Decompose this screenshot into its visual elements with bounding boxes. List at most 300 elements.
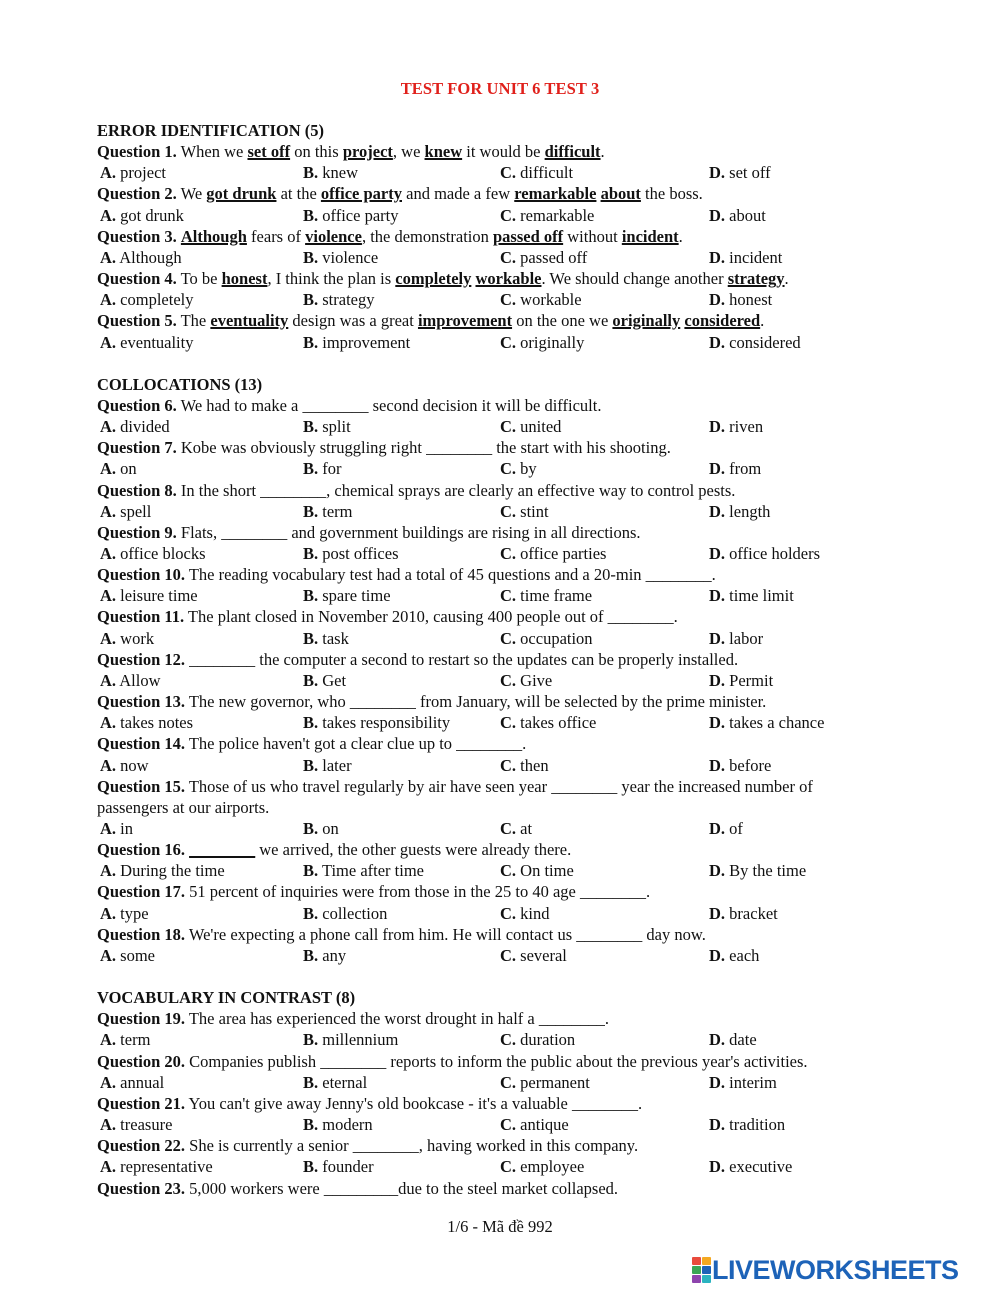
option-text: Give <box>520 670 553 690</box>
question-number: Question 16. <box>97 840 186 860</box>
answer-option-c[interactable] <box>500 712 596 733</box>
option-text: riven <box>729 417 764 437</box>
option-text: originally <box>520 332 585 352</box>
option-text: before <box>729 755 772 775</box>
answer-option-c[interactable] <box>500 628 593 649</box>
question-number: Question 15. <box>97 776 186 796</box>
option-text: project <box>120 163 166 183</box>
underlined-word: honest <box>221 269 268 289</box>
option-text: set off <box>729 163 771 183</box>
question-stem <box>97 649 738 670</box>
liveworksheets-logo <box>692 1255 959 1285</box>
answer-option-d[interactable] <box>709 585 794 606</box>
option-text: Although <box>119 247 182 267</box>
underlined-word: ________ <box>189 840 256 860</box>
option-letter: B. <box>303 459 319 479</box>
question-stem <box>97 226 683 247</box>
underlined-word: project <box>342 142 393 162</box>
answer-options <box>97 1114 917 1135</box>
question-stem <box>97 1135 638 1156</box>
option-text: knew <box>322 163 359 183</box>
answer-option-a[interactable] <box>100 162 166 183</box>
answer-option-d[interactable] <box>709 945 759 966</box>
answer-option-d[interactable] <box>709 501 770 522</box>
answer-option-d[interactable] <box>709 416 763 437</box>
option-letter: B. <box>303 1072 319 1092</box>
answer-option-c[interactable] <box>500 945 567 966</box>
option-letter: C. <box>500 903 517 923</box>
option-letter: D. <box>709 459 726 479</box>
option-letter: B. <box>303 163 319 183</box>
option-text: time frame <box>520 586 593 606</box>
question-text: the boss. <box>640 184 703 204</box>
question-number: Question 9. <box>97 522 177 542</box>
option-text: honest <box>729 290 773 310</box>
option-text: Get <box>322 670 347 690</box>
question-text: The police haven't got a clear clue up to ________. <box>185 734 527 754</box>
answer-option-a[interactable] <box>100 628 154 649</box>
option-text: office blocks <box>120 544 206 563</box>
option-text: incident <box>729 247 783 267</box>
option-letter: C. <box>500 861 517 881</box>
section-heading: ERROR IDENTIFICATION (5) <box>97 121 325 140</box>
option-text: takes office <box>520 713 597 733</box>
answer-options <box>97 903 917 924</box>
answer-options <box>97 628 917 649</box>
option-text: millennium <box>322 1030 399 1050</box>
answer-option-c[interactable] <box>500 818 532 839</box>
option-letter: D. <box>709 1072 726 1092</box>
underlined-word: considered <box>684 311 761 331</box>
answer-option-a[interactable] <box>100 332 193 353</box>
answer-options <box>97 755 917 776</box>
option-letter: C. <box>500 1115 517 1135</box>
answer-option-a[interactable] <box>100 1072 164 1093</box>
underlined-word: completely <box>395 269 472 289</box>
question-number: Question 8. <box>97 480 177 500</box>
answer-option-a[interactable] <box>100 1114 172 1135</box>
option-letter: A. <box>100 1115 117 1135</box>
answer-option-a[interactable] <box>100 670 161 691</box>
option-text: post offices <box>322 544 399 563</box>
option-text: tradition <box>729 1115 786 1135</box>
underlined-word: eventuality <box>210 311 289 331</box>
option-text: antique <box>520 1115 569 1135</box>
question-number: Question 4. <box>97 269 177 289</box>
answer-option-a[interactable] <box>100 712 193 733</box>
option-text: then <box>520 755 549 775</box>
answer-option-a[interactable] <box>100 205 184 226</box>
option-text: any <box>322 945 347 965</box>
answer-option-c[interactable] <box>500 416 561 437</box>
option-text: takes responsibility <box>322 713 451 733</box>
answer-options <box>97 1029 917 1050</box>
question-text: ________ the computer a second to restart so the updates can be properly installed. <box>185 649 739 669</box>
answer-option-d[interactable] <box>709 162 771 183</box>
option-letter: C. <box>500 332 517 352</box>
answer-options <box>97 205 917 226</box>
answer-option-c[interactable] <box>500 755 549 776</box>
option-letter: D. <box>709 1115 726 1135</box>
question-number: Question 17. <box>97 882 186 902</box>
question-text: design was a great <box>288 311 418 331</box>
answer-options <box>97 712 917 733</box>
underlined-word: workable <box>475 269 542 289</box>
question-stem <box>97 1093 642 1114</box>
answer-option-d[interactable] <box>709 860 806 881</box>
option-letter: B. <box>303 586 319 606</box>
question-stem <box>97 437 671 458</box>
answer-option-d[interactable] <box>709 289 772 310</box>
answer-option-c[interactable] <box>500 585 592 606</box>
question-text: at the <box>276 184 321 204</box>
answer-option-a[interactable] <box>100 1156 213 1177</box>
option-letter: A. <box>100 163 117 183</box>
answer-option-a[interactable] <box>100 585 198 606</box>
option-letter: B. <box>303 332 319 352</box>
answer-option-b[interactable] <box>303 289 375 310</box>
option-text: permanent <box>520 1072 590 1092</box>
question-stem <box>97 395 601 416</box>
answer-option-b[interactable] <box>303 1114 373 1135</box>
question-stem <box>97 522 641 543</box>
answer-option-a[interactable] <box>100 818 133 839</box>
logo-text: LIVEWORKSHEETS <box>712 1255 959 1285</box>
option-text: for <box>322 459 342 479</box>
option-text: date <box>729 1030 757 1050</box>
question-text: we arrived, the other guests were already there. <box>255 840 572 860</box>
question-text: In the short ________, chemical sprays are clearly an effective way to control pests. <box>176 480 736 500</box>
answer-option-c[interactable] <box>500 247 587 268</box>
option-text: length <box>729 501 771 521</box>
option-letter: D. <box>709 290 726 310</box>
option-text: occupation <box>520 628 593 648</box>
answer-option-a[interactable] <box>100 416 170 437</box>
section-heading: COLLOCATIONS (13) <box>97 374 263 394</box>
option-text: representative <box>120 1157 213 1177</box>
answer-option-d[interactable] <box>709 670 773 691</box>
option-text: improvement <box>322 332 411 352</box>
option-text: annual <box>120 1072 165 1092</box>
answer-option-b[interactable] <box>303 1072 367 1093</box>
answer-option-d[interactable] <box>709 1072 777 1093</box>
option-text: split <box>322 417 351 437</box>
underlined-word: improvement <box>417 311 513 331</box>
answer-option-d[interactable] <box>709 903 778 924</box>
question-text: without <box>563 226 622 246</box>
answer-option-b[interactable] <box>303 818 339 839</box>
option-text: takes a chance <box>729 713 825 733</box>
option-letter: B. <box>303 544 319 563</box>
answer-option-b[interactable] <box>303 1029 398 1050</box>
option-text: some <box>120 945 156 965</box>
option-text: strategy <box>322 290 375 310</box>
option-text: workable <box>520 290 582 310</box>
option-text: collection <box>322 903 388 923</box>
option-text: on <box>120 459 137 479</box>
answer-option-c[interactable] <box>500 670 552 691</box>
answer-option-a[interactable] <box>100 1029 150 1050</box>
option-text: by <box>520 459 537 479</box>
option-letter: C. <box>500 755 517 775</box>
option-text: each <box>729 945 760 965</box>
logo-square <box>692 1257 701 1265</box>
logo-square <box>702 1257 711 1265</box>
answer-option-a[interactable] <box>100 458 137 479</box>
option-text: on <box>322 818 339 838</box>
option-text: divided <box>120 417 170 437</box>
question-text: 51 percent of inquiries were from those in the 25 to 40 age ________. <box>185 882 651 902</box>
question-text: To be <box>176 269 222 289</box>
option-letter: C. <box>500 290 517 310</box>
question-text: . <box>760 311 765 331</box>
option-letter: D. <box>709 1030 726 1050</box>
answer-option-c[interactable] <box>500 543 606 564</box>
answer-options <box>97 860 917 881</box>
option-letter: A. <box>100 945 117 965</box>
answer-option-d[interactable] <box>709 712 824 733</box>
answer-option-a[interactable] <box>100 903 149 924</box>
option-letter: C. <box>500 501 517 521</box>
answer-option-b[interactable] <box>303 670 346 691</box>
answer-option-a[interactable] <box>100 945 155 966</box>
question-text: . We should change another <box>541 269 728 289</box>
answer-options <box>97 543 917 564</box>
option-text: takes notes <box>120 713 194 733</box>
page-title: TEST FOR UNIT 6 TEST 3 <box>400 79 600 98</box>
option-text: type <box>120 903 149 923</box>
question-stem <box>97 310 764 331</box>
option-text: several <box>520 945 567 965</box>
question-number: Question 22. <box>97 1136 186 1156</box>
option-letter: D. <box>709 670 726 690</box>
answer-option-b[interactable] <box>303 247 378 268</box>
option-text: leisure time <box>120 586 198 606</box>
option-text: later <box>322 755 352 775</box>
answer-option-c[interactable] <box>500 1156 584 1177</box>
option-text: task <box>322 628 349 648</box>
option-text: Allow <box>119 670 161 690</box>
answer-option-a[interactable] <box>100 501 151 522</box>
option-letter: D. <box>709 586 726 606</box>
option-letter: B. <box>303 1115 319 1135</box>
answer-option-b[interactable] <box>303 543 399 564</box>
option-text: at <box>520 818 533 838</box>
option-text: On time <box>520 861 574 881</box>
underlined-word: office party <box>320 184 402 204</box>
underlined-word: violence <box>305 226 362 246</box>
answer-option-c[interactable] <box>500 1114 569 1135</box>
option-letter: B. <box>303 501 319 521</box>
question-text: The new governor, who ________ from January, will be selected by the prime minister. <box>185 692 767 712</box>
answer-option-b[interactable] <box>303 585 391 606</box>
option-letter: B. <box>303 247 319 267</box>
answer-options <box>97 332 917 353</box>
underlined-word: knew <box>424 142 463 162</box>
question-number: Question 1. <box>97 142 177 162</box>
option-letter: B. <box>303 713 319 733</box>
option-text: difficult <box>520 163 574 183</box>
option-text: Permit <box>729 670 774 690</box>
logo-square <box>692 1275 701 1283</box>
question-stem <box>97 839 571 860</box>
option-letter: B. <box>303 1157 319 1177</box>
answer-option-d[interactable] <box>709 1114 785 1135</box>
answer-option-b[interactable] <box>303 903 387 924</box>
option-letter: D. <box>709 163 726 183</box>
option-text: modern <box>322 1115 373 1135</box>
answer-option-c[interactable] <box>500 289 582 310</box>
question-stem <box>97 1008 609 1029</box>
answer-option-b[interactable] <box>303 945 346 966</box>
answer-option-d[interactable] <box>709 1029 757 1050</box>
option-letter: A. <box>100 903 117 923</box>
answer-option-c[interactable] <box>500 860 574 881</box>
answer-option-c[interactable] <box>500 501 549 522</box>
answer-option-c[interactable] <box>500 458 537 479</box>
question-text: . <box>600 142 605 162</box>
option-text: office parties <box>520 544 607 563</box>
option-text: During the time <box>120 861 225 881</box>
option-letter: A. <box>100 713 117 733</box>
option-text: office party <box>322 205 399 225</box>
option-letter: C. <box>500 1157 517 1177</box>
option-letter: B. <box>303 670 319 690</box>
question-number: Question 2. <box>97 184 177 204</box>
question-text: The area has experienced the worst drought in half a ________. <box>185 1009 609 1029</box>
option-letter: D. <box>709 818 726 838</box>
page-footer: 1/6 - Mã đề 992 <box>447 1217 553 1236</box>
answer-option-d[interactable] <box>709 755 771 776</box>
option-letter: A. <box>100 670 117 690</box>
question-number: Question 21. <box>97 1093 186 1113</box>
option-letter: D. <box>709 755 726 775</box>
question-number: Question 6. <box>97 395 177 415</box>
answer-option-a[interactable] <box>100 755 149 776</box>
answer-options <box>97 247 917 268</box>
option-letter: D. <box>709 628 726 648</box>
option-letter: A. <box>100 501 117 521</box>
answer-option-b[interactable] <box>303 162 358 183</box>
option-text: work <box>120 628 155 648</box>
question-number: Question 3. <box>97 226 177 246</box>
question-stem <box>97 141 605 162</box>
answer-option-a[interactable] <box>100 543 206 564</box>
option-text: eternal <box>322 1072 368 1092</box>
answer-option-d[interactable] <box>709 458 761 479</box>
answer-option-d[interactable] <box>709 332 801 353</box>
logo-square <box>692 1266 701 1274</box>
option-text: office holders <box>729 544 821 563</box>
answer-option-b[interactable] <box>303 501 353 522</box>
option-text: passed off <box>520 247 588 267</box>
answer-option-a[interactable] <box>100 860 225 881</box>
answer-option-b[interactable] <box>303 458 342 479</box>
question-text: 5,000 workers were _________due to the steel market collapsed. <box>185 1178 619 1198</box>
question-number: Question 14. <box>97 734 186 754</box>
answer-option-c[interactable] <box>500 332 584 353</box>
answer-option-d[interactable] <box>709 1156 792 1177</box>
underlined-word: incident <box>621 226 679 246</box>
option-text: spare time <box>322 586 391 606</box>
answer-option-a[interactable] <box>100 289 193 310</box>
option-letter: B. <box>303 861 319 881</box>
question-text: . <box>678 226 683 246</box>
answer-option-c[interactable] <box>500 1072 590 1093</box>
question-text: The plant closed in November 2010, causing 400 people out of ________. <box>184 607 678 627</box>
underlined-word: passed off <box>493 226 564 246</box>
answer-option-b[interactable] <box>303 628 349 649</box>
answer-option-c[interactable] <box>500 903 550 924</box>
answer-option-c[interactable] <box>500 205 594 226</box>
question-text: , we <box>392 142 425 162</box>
option-letter: D. <box>709 945 726 965</box>
underlined-word: got drunk <box>206 184 277 204</box>
option-letter: C. <box>500 945 517 965</box>
answer-option-b[interactable] <box>303 860 424 881</box>
option-text: executive <box>729 1157 793 1177</box>
question-stem <box>97 606 678 627</box>
option-letter: C. <box>500 205 517 225</box>
answer-option-d[interactable] <box>709 818 743 839</box>
question-text: , the demonstration <box>361 226 493 246</box>
answer-option-b[interactable] <box>303 416 351 437</box>
answer-option-c[interactable] <box>500 1029 575 1050</box>
option-letter: C. <box>500 417 517 437</box>
logo-square <box>702 1266 711 1274</box>
answer-option-b[interactable] <box>303 755 352 776</box>
option-letter: C. <box>500 713 517 733</box>
answer-options <box>97 289 917 310</box>
underlined-word: originally <box>612 311 681 331</box>
answer-options <box>97 501 917 522</box>
option-letter: D. <box>709 544 726 563</box>
option-letter: C. <box>500 544 517 563</box>
answer-option-c[interactable] <box>500 162 573 183</box>
option-letter: D. <box>709 501 726 521</box>
option-letter: B. <box>303 755 319 775</box>
answer-options <box>97 162 917 183</box>
option-text: duration <box>520 1030 576 1050</box>
answer-options <box>97 1072 917 1093</box>
option-text: By the time <box>729 861 807 881</box>
answer-option-a[interactable] <box>100 247 182 268</box>
answer-option-d[interactable] <box>709 543 820 564</box>
question-number: Question 5. <box>97 311 177 331</box>
option-letter: D. <box>709 332 726 352</box>
underlined-word: remarkable <box>514 184 597 204</box>
answer-option-b[interactable] <box>303 332 410 353</box>
option-letter: D. <box>709 247 726 267</box>
answer-option-b[interactable] <box>303 712 450 733</box>
option-letter: B. <box>303 290 319 310</box>
answer-option-d[interactable] <box>709 628 763 649</box>
question-text: We're expecting a phone call from him. He will contact us ________ day now. <box>185 924 706 944</box>
answer-option-b[interactable] <box>303 1156 374 1177</box>
answer-option-d[interactable] <box>709 205 766 226</box>
option-letter: D. <box>709 903 726 923</box>
answer-option-d[interactable] <box>709 247 782 268</box>
answer-options <box>97 458 917 479</box>
option-letter: C. <box>500 670 517 690</box>
section-heading: VOCABULARY IN CONTRAST (8) <box>97 988 356 1008</box>
logo-square <box>702 1275 711 1283</box>
answer-option-b[interactable] <box>303 205 398 226</box>
option-letter: C. <box>500 459 517 479</box>
option-text: of <box>729 818 743 838</box>
option-letter: D. <box>709 1157 726 1177</box>
option-letter: B. <box>303 818 319 838</box>
